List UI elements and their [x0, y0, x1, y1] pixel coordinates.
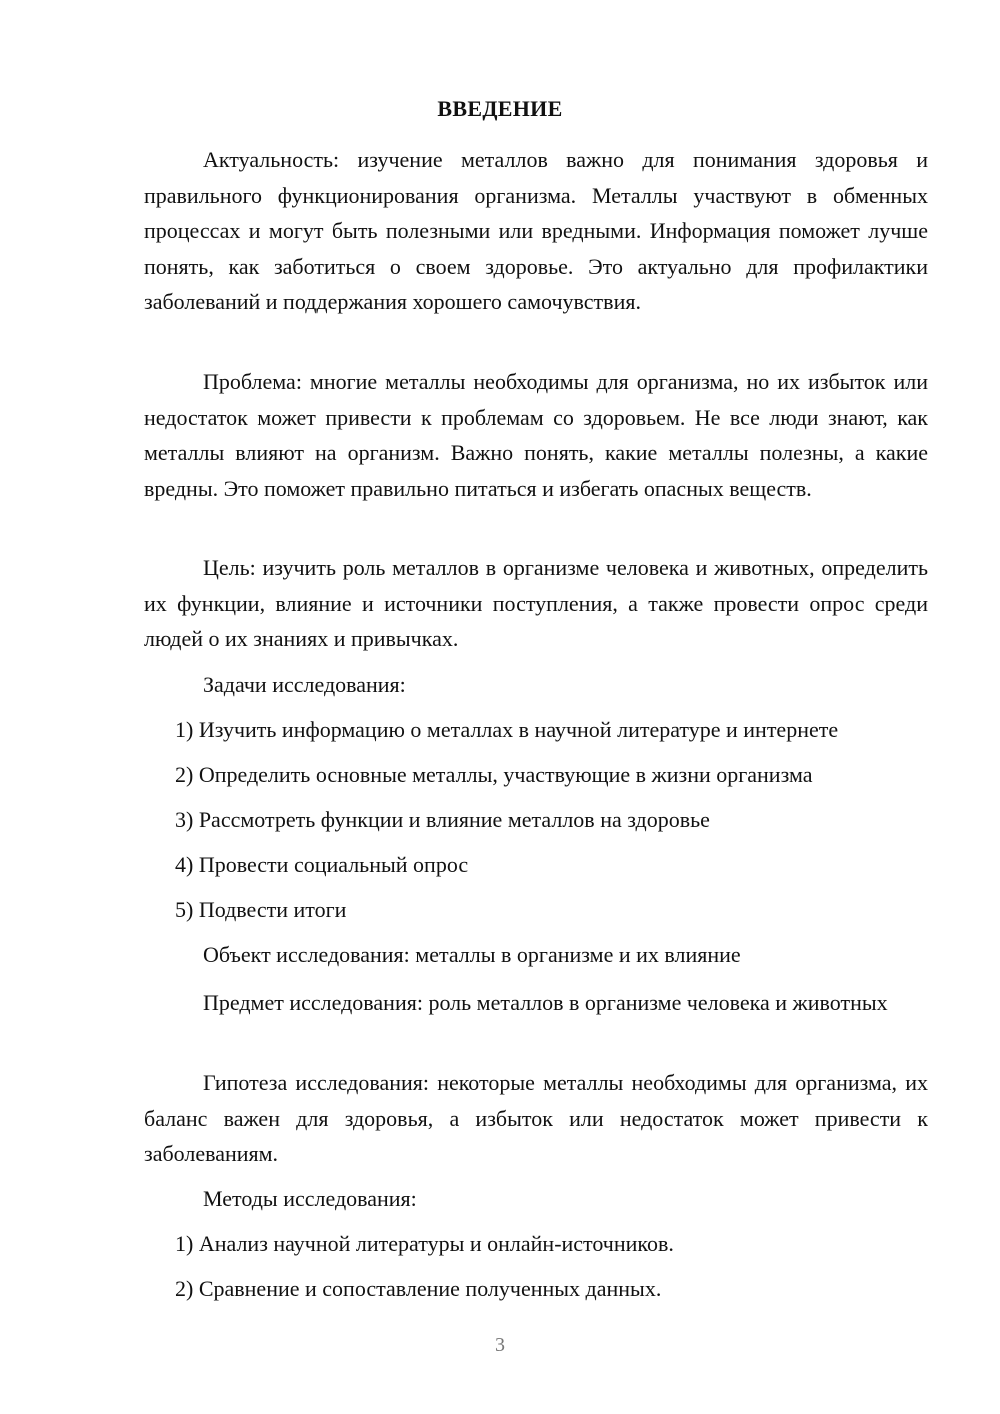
section-title: ВВЕДЕНИЕ	[437, 96, 563, 121]
method-item-1: 1) Анализ научной литературы и онлайн-источников.	[175, 1231, 674, 1256]
task-item-5: 5) Подвести итоги	[175, 897, 347, 922]
task-item-3: 3) Рассмотреть функции и влияние металлов на здоровье	[175, 807, 710, 832]
paragraph-goal: Цель: изучить роль металлов в организме человека и животных, определить их функции, влияние и источники поступления, а также провести опрос среди людей о их знаниях и привычках.	[144, 555, 928, 651]
research-object: Объект исследования: металлы в организме и их влияние	[203, 942, 741, 967]
methods-heading: Методы исследования:	[203, 1186, 417, 1211]
tasks-heading: Задачи исследования:	[203, 672, 406, 697]
paragraph-problem: Проблема: многие металлы необходимы для организма, но их избыток или недостаток может привести к проблемам со здоровьем. Не все люди знают, как металлы влияют на организм. Важно понять, какие металлы полезны, а какие вредны. Это поможет правильно питаться и избегать опасных веществ.	[144, 369, 928, 501]
paragraph-subject: Предмет исследования: роль металлов в организме человека и животных	[203, 990, 888, 1015]
method-item-2: 2) Сравнение и сопоставление полученных данных.	[175, 1276, 662, 1301]
task-item-2: 2) Определить основные металлы, участвующие в жизни организма	[175, 762, 813, 787]
task-item-1: 1) Изучить информацию о металлах в научной литературе и интернете	[175, 717, 839, 742]
paragraph-hypothesis: Гипотеза исследования: некоторые металлы необходимы для организма, их баланс важен для здоровья, а избыток или недостаток может привести к заболеваниям.	[144, 1070, 928, 1166]
paragraph-relevance: Актуальность: изучение металлов важно для понимания здоровья и правильного функционирования организма. Металлы участвуют в обменных процессах и могут быть полезными или вредными. Информация поможет лучше понять, как заботиться о своем здоровье. Это актуально для профилактики заболеваний и поддержания хорошего самочувствия.	[144, 147, 928, 314]
page-number: 3	[495, 1334, 505, 1356]
task-item-4: 4) Провести социальный опрос	[175, 852, 469, 877]
